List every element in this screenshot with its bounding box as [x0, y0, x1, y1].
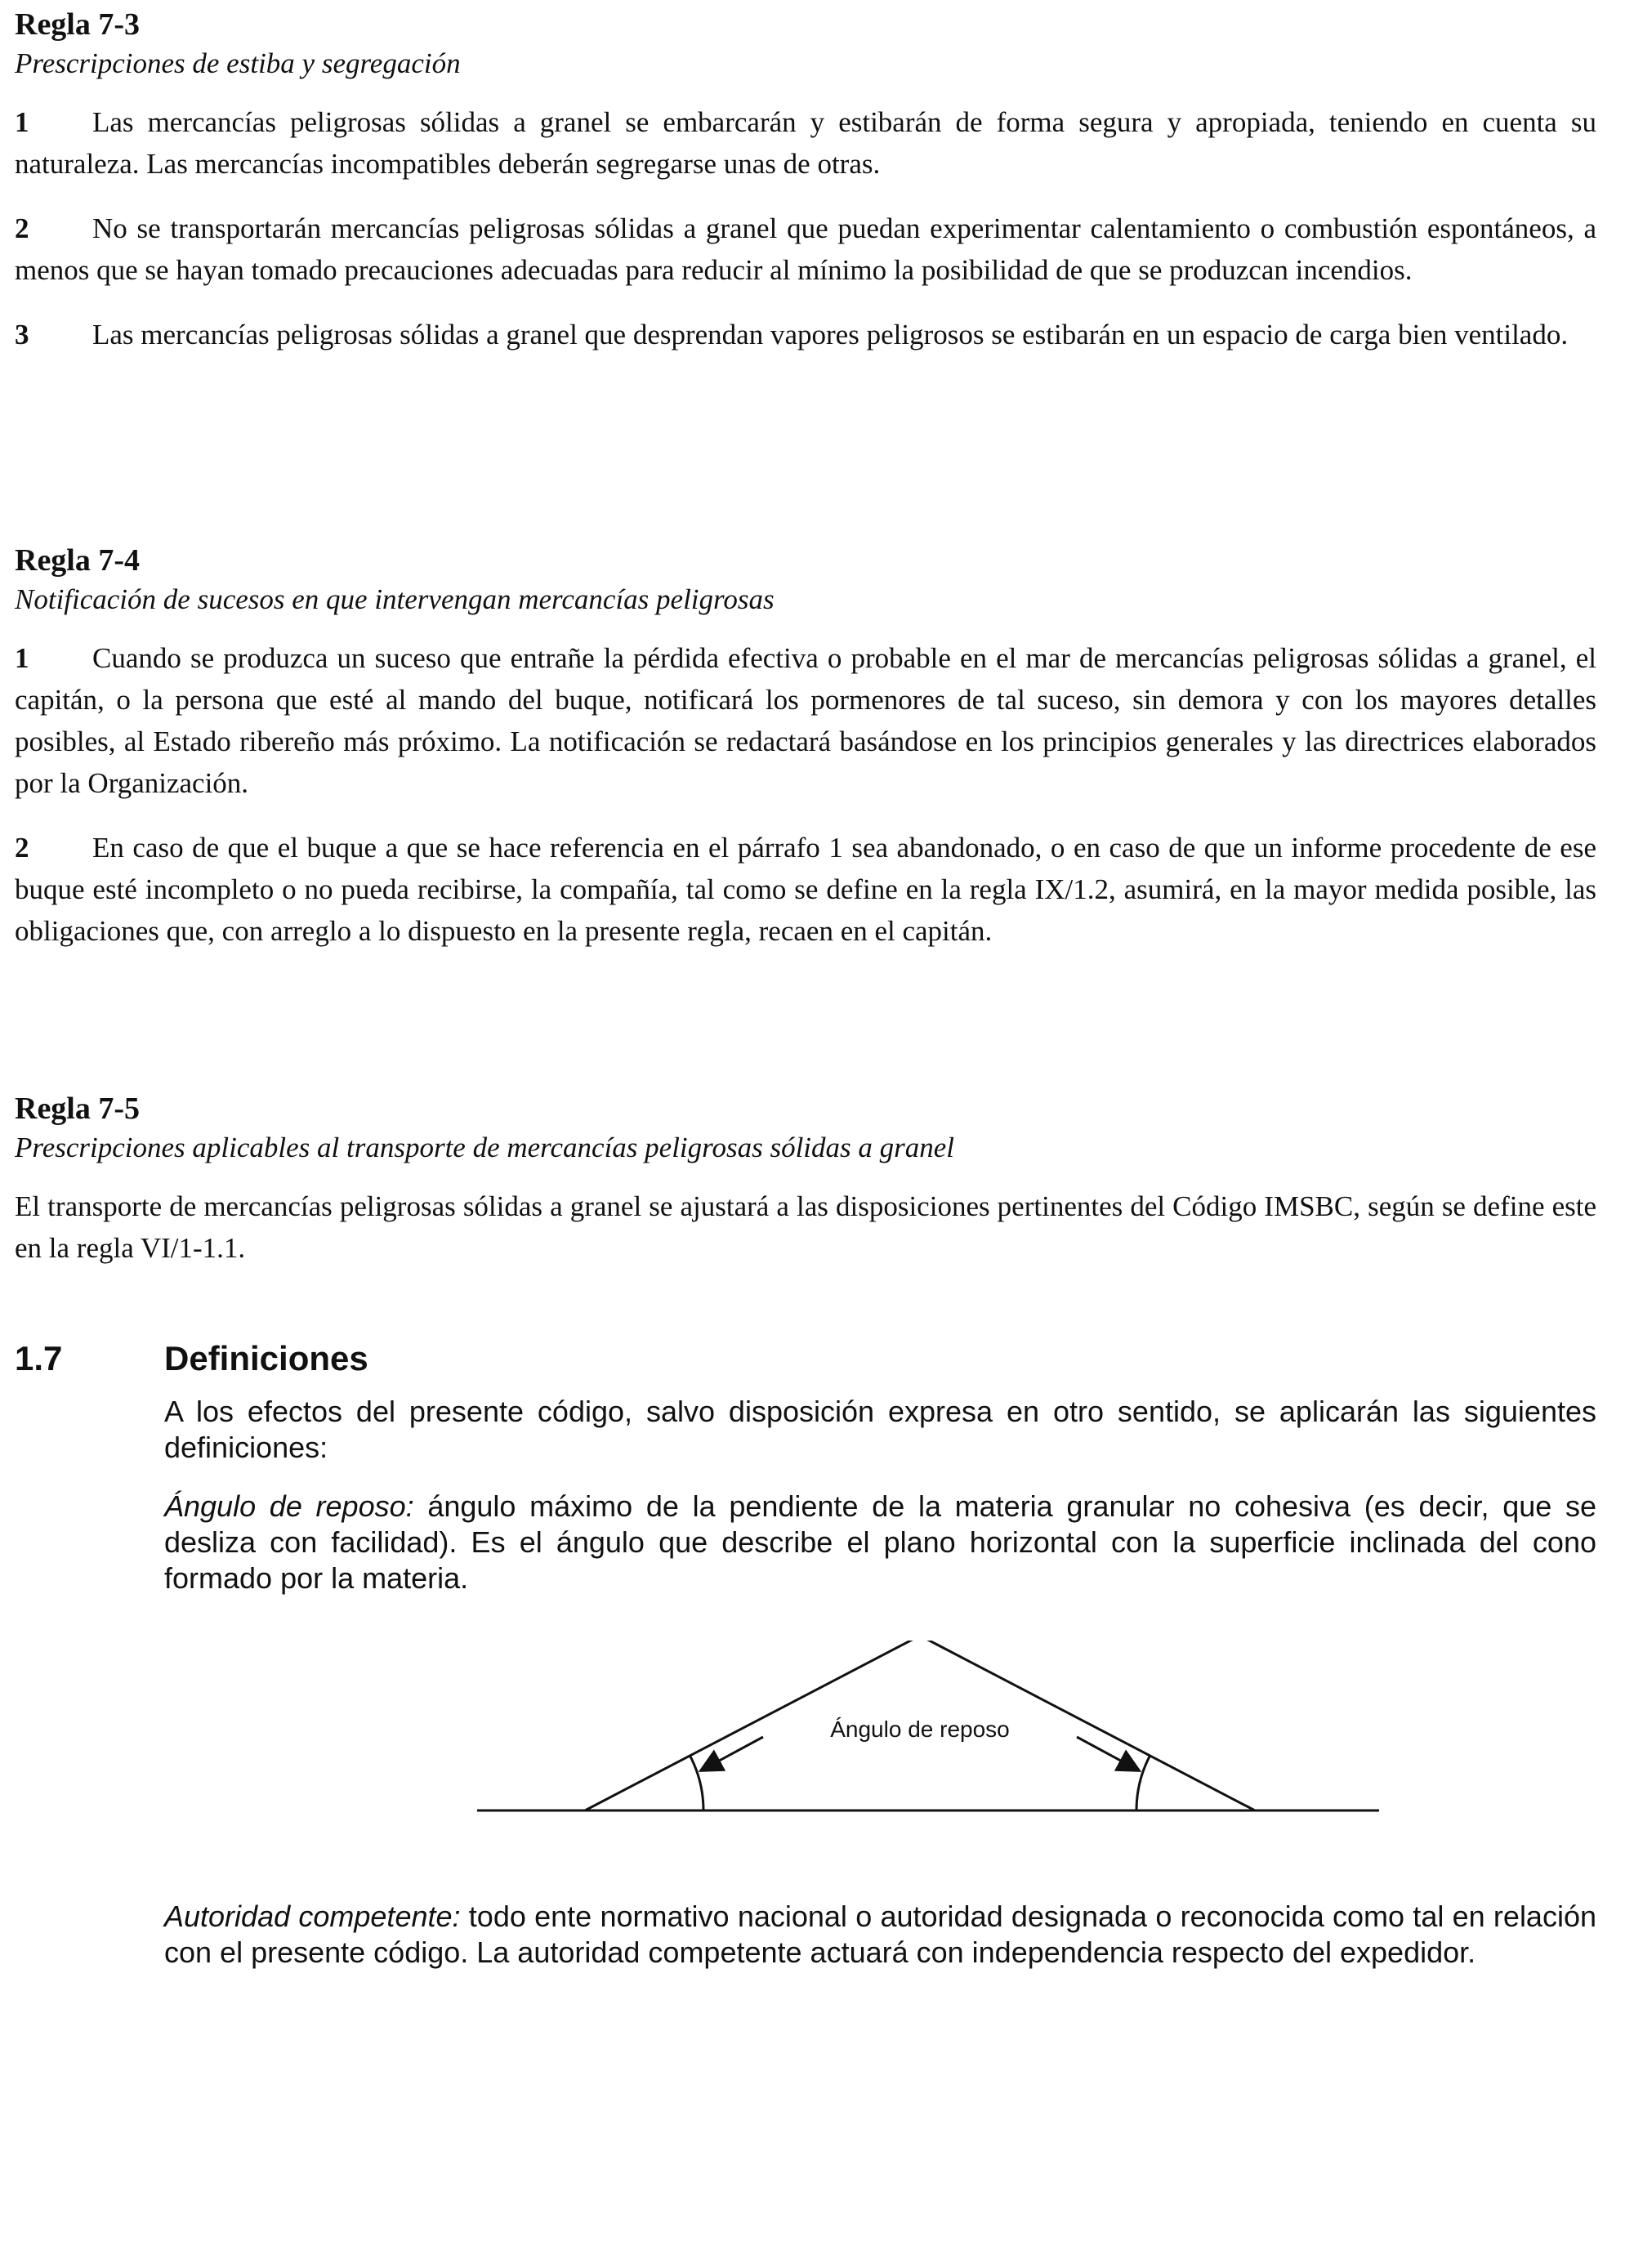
paragraph-text: En caso de que el buque a que se hace referencia en el párrafo 1 sea abandonado, o en caso de que un informe procedente de ese buque esté incompleto o no pueda recibirse, la compañía, tal como se define en la regla IX/1.2, asumirá, en la mayor medida posible, las obligaciones que, con arreglo a lo dispuesto en la presente regla, recaen en el capitán. — [15, 832, 1596, 947]
section-definitions — [15, 1337, 1596, 1619]
rule-paragraph — [15, 101, 1596, 185]
right-angle-arc — [1136, 1755, 1150, 1810]
section-body — [164, 1899, 1596, 1971]
cone-diagram — [456, 1641, 1387, 1820]
angle-of-repose-figure — [456, 1641, 1387, 1820]
rule-7-4 — [15, 541, 1596, 975]
section-title: Definiciones — [164, 1339, 368, 1377]
definition-angle-of-repose — [164, 1489, 1596, 1596]
definition-competent-authority — [164, 1899, 1596, 1971]
left-angle-arc — [690, 1755, 703, 1810]
section-heading — [15, 1337, 1596, 1381]
rule-paragraph — [15, 314, 1596, 355]
rule-subtitle: Notificación de sucesos en que intervengan mercancías peligrosas — [15, 583, 775, 615]
paragraph-text: Cuando se produzca un suceso que entrañe la pérdida efectiva o probable en el mar de mercancías peligrosas sólidas a granel, el capitán, o la persona que esté al mando del buque, notificará los pormenores de tal suceso, sin demora y con los mayores detalles posibles, al Estado ribereño más próximo. La notificación se redactará basándose en los principios generales y las directrices elaborados por la Organización. — [15, 642, 1596, 799]
paragraph-number: 2 — [15, 832, 29, 864]
rule-paragraph — [15, 1185, 1596, 1269]
figure-label: Ángulo de reposo — [830, 1717, 1010, 1742]
rule-subtitle: Prescripciones de estiba y segregación — [15, 47, 461, 79]
paragraph-text: El transporte de mercancías peligrosas sólidas a granel se ajustará a las disposiciones pertinentes del Código IMSBC, según se define este en la regla VI/1-1.1. — [15, 1190, 1596, 1264]
definition-term: Ángulo de reposo: — [164, 1489, 414, 1523]
definition-term: Autoridad competente: — [164, 1900, 461, 1933]
rule-title: Regla 7-3 — [15, 7, 141, 42]
rule-paragraph — [15, 637, 1596, 804]
paragraph-text: Las mercancías peligrosas sólidas a granel se embarcarán y estibarán de forma segura y apropiada, teniendo en cuenta su naturaleza. Las mercancías incompatibles deberán segregarse unas de otras. — [15, 106, 1596, 180]
paragraph-number: 1 — [15, 106, 29, 138]
rule-title: Regla 7-5 — [15, 1092, 141, 1126]
paragraph-number: 3 — [15, 319, 29, 350]
rule-paragraph — [15, 208, 1596, 291]
paragraph-text: Las mercancías peligrosas sólidas a granel que desprendan vapores peligrosos se estibarán en un espacio de carga bien ventilado. — [92, 319, 1569, 350]
section-definitions-continued — [15, 1899, 1596, 1993]
definition-text: ángulo máximo de la pendiente de la materia granular no cohesiva (es decir, que se desliza con facilidad). Es el ángulo que describe el plano horizontal con la superficie inclinada del cono formado por la materia. — [164, 1489, 1596, 1595]
right-arrow — [1077, 1737, 1137, 1770]
section-number: 1.7 — [15, 1339, 63, 1377]
rule-title: Regla 7-4 — [15, 543, 141, 578]
rule-paragraph — [15, 827, 1596, 952]
rule-7-5 — [15, 1089, 1596, 1292]
rule-7-3 — [15, 5, 1596, 378]
section-body — [164, 1394, 1596, 1596]
left-arrow — [703, 1737, 763, 1770]
paragraph-text: No se transportarán mercancías peligrosas sólidas a granel que puedan experimentar calentamiento o combustión espontáneos, a menos que se hayan tomado precauciones adecuadas para reducir al mínimo la posibilidad de que se produzcan incendios. — [15, 212, 1596, 286]
paragraph-number: 2 — [15, 212, 29, 244]
section-intro: A los efectos del presente código, salvo disposición expresa en otro sentido, se aplicarán las siguientes definiciones: — [164, 1395, 1596, 1464]
rule-subtitle: Prescripciones aplicables al transporte de mercancías peligrosas sólidas a granel — [15, 1132, 955, 1163]
definition-text: todo ente normativo nacional o autoridad designada o reconocida como tal en relación con el presente código. La autoridad competente actuará con independencia respecto del expedidor. — [164, 1900, 1596, 1969]
paragraph-number: 1 — [15, 642, 29, 674]
